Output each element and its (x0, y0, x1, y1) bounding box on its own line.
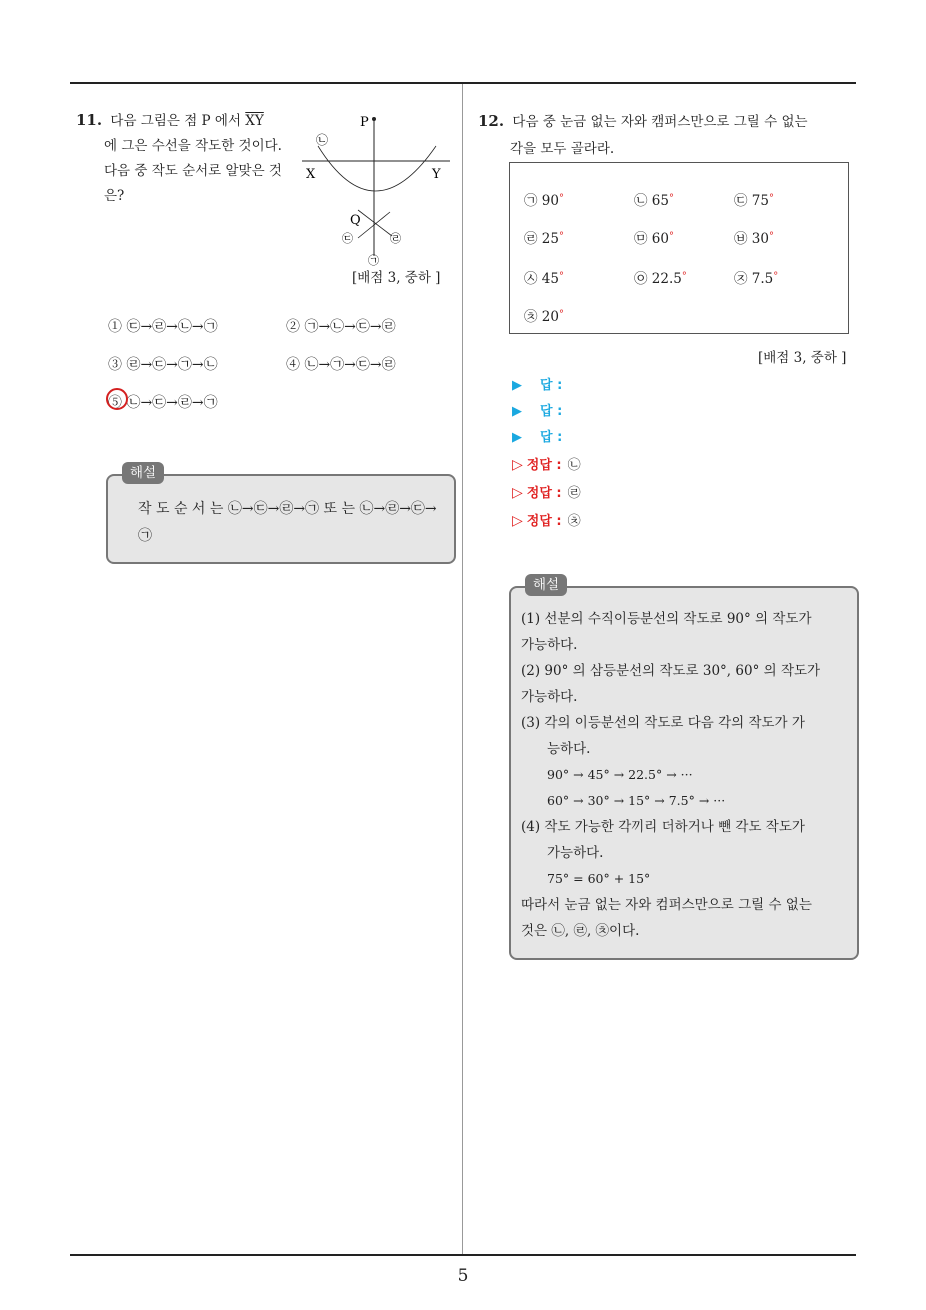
label-circle-1: ㉠ (368, 254, 379, 267)
choice-5[interactable]: ⑤ ㉡→㉢→㉣→㉠ (108, 395, 218, 411)
correct-answer-1: ▷ 정답 : ㉡ (512, 457, 581, 473)
angle-option: ㉡ 65° (634, 193, 674, 209)
question-text-rest: 에 그은 수선을 작도한 것이다. 다음 중 작도 순서로 알맞은 것은? (104, 138, 282, 204)
top-rule (70, 82, 856, 84)
explanation-line: (1) 선분의 수직이등분선의 작도로 90° 의 작도가 (521, 611, 812, 627)
page-number: 5 (457, 1266, 469, 1286)
question-text-line1: 다음 중 눈금 없는 자와 캠퍼스만으로 그릴 수 없는 (512, 114, 808, 130)
explanation-line: (3) 각의 이등분선의 작도로 다음 각의 작도가 가 (521, 715, 805, 731)
explanation-line: 가능하다. (521, 689, 578, 705)
label-circle-2: ㉡ (316, 133, 329, 147)
label-p: P (360, 115, 369, 130)
choice-4[interactable]: ④ ㉡→㉠→㉢→㉣ (286, 357, 396, 373)
question-11 (76, 108, 286, 209)
explanation-math: 75° = 60° + 15° (547, 871, 651, 886)
explanation-text: 작 도 순 서 는 ㉡→㉢→㉣→㉠ 또 는 ㉡→㉣→㉢→㉠ (138, 501, 437, 544)
bottom-rule (70, 1254, 856, 1256)
correct-answer-3: ▷ 정답 : ㉩ (512, 513, 581, 529)
angle-option: ㉣ 25° (524, 231, 564, 247)
explanation-line: 가능하다. (547, 845, 604, 861)
score-q12: [배점 3, 중하 ] (758, 350, 847, 366)
choice-1[interactable]: ① ㉢→㉣→㉡→㉠ (108, 319, 218, 335)
label-q: Q (350, 213, 361, 228)
segment-xy: $\overline{XY}$ (245, 113, 264, 129)
explanation-line: (4) 작도 가능한 각끼리 더하거나 뺀 각도 작도가 (521, 819, 805, 835)
question-12 (478, 108, 858, 163)
triangle-icon: ▷ (512, 457, 523, 473)
explanation-line: (2) 90° 의 삼등분선의 작도로 30°, 60° 의 작도가 (521, 663, 821, 679)
play-icon: ▶ (512, 430, 522, 445)
angle-option: ㉥ 30° (734, 231, 774, 247)
explanation-math: 60° → 30° → 15° → 7.5° → ··· (547, 793, 726, 808)
explanation-math: 90° → 45° → 22.5° → ··· (547, 767, 693, 782)
angle-option: ㉨ 7.5° (734, 271, 779, 287)
angle-options-box (509, 162, 849, 334)
column-divider (462, 84, 463, 1254)
question-number: 12. (478, 112, 505, 130)
explanation-tag: 해설 (525, 574, 567, 596)
explanation-box-q11 (106, 465, 456, 564)
arc-cross-1 (358, 210, 392, 236)
explanation-line: 가능하다. (521, 637, 578, 653)
label-circle-3: ㉢ (342, 232, 353, 245)
choice-3[interactable]: ③ ㉣→㉢→㉠→㉡ (108, 357, 218, 373)
perpendicular-figure (296, 106, 456, 278)
question-text-line2: 각을 모두 골라라. (510, 141, 615, 157)
explanation-line: 것은 ㉡, ㉣, ㉩이다. (521, 923, 640, 939)
angle-option: ㉩ 20° (524, 309, 564, 325)
correct-answer-circle (106, 388, 128, 410)
angle-option: ㉦ 45° (524, 271, 564, 287)
play-icon: ▶ (512, 378, 522, 393)
triangle-icon: ▷ (512, 513, 523, 529)
answer-blank-1[interactable]: ▶ 답 : (512, 378, 563, 393)
explanation-line: 따라서 눈금 없는 자와 컴퍼스만으로 그릴 수 없는 (521, 897, 812, 913)
explanation-tag: 해설 (122, 462, 164, 484)
play-icon: ▶ (512, 404, 522, 419)
score-q11: [배점 3, 중하 ] (352, 270, 441, 286)
explanation-body (511, 606, 857, 944)
angle-option: ㉧ 22.5° (634, 271, 687, 287)
explanation-box-q12 (509, 577, 859, 960)
answer-blank-3[interactable]: ▶ 답 : (512, 430, 563, 445)
choice-2[interactable]: ② ㉠→㉡→㉢→㉣ (286, 319, 396, 335)
angle-option: ㉤ 60° (634, 231, 674, 247)
point-p (372, 117, 376, 121)
question-number: 11. (76, 111, 103, 129)
angle-option: ㉢ 75° (734, 193, 774, 209)
answer-blank-2[interactable]: ▶ 답 : (512, 404, 563, 419)
arc (318, 146, 436, 191)
question-text-line1: 다음 그림은 점 P 에서 (110, 113, 241, 129)
explanation-line: 능하다. (547, 741, 591, 757)
label-circle-4: ㉣ (390, 232, 401, 245)
triangle-icon: ▷ (512, 485, 523, 501)
angle-option: ㉠ 90° (524, 193, 564, 209)
correct-answer-2: ▷ 정답 : ㉣ (512, 485, 581, 501)
label-y: Y (432, 167, 441, 182)
label-x: X (306, 167, 316, 182)
